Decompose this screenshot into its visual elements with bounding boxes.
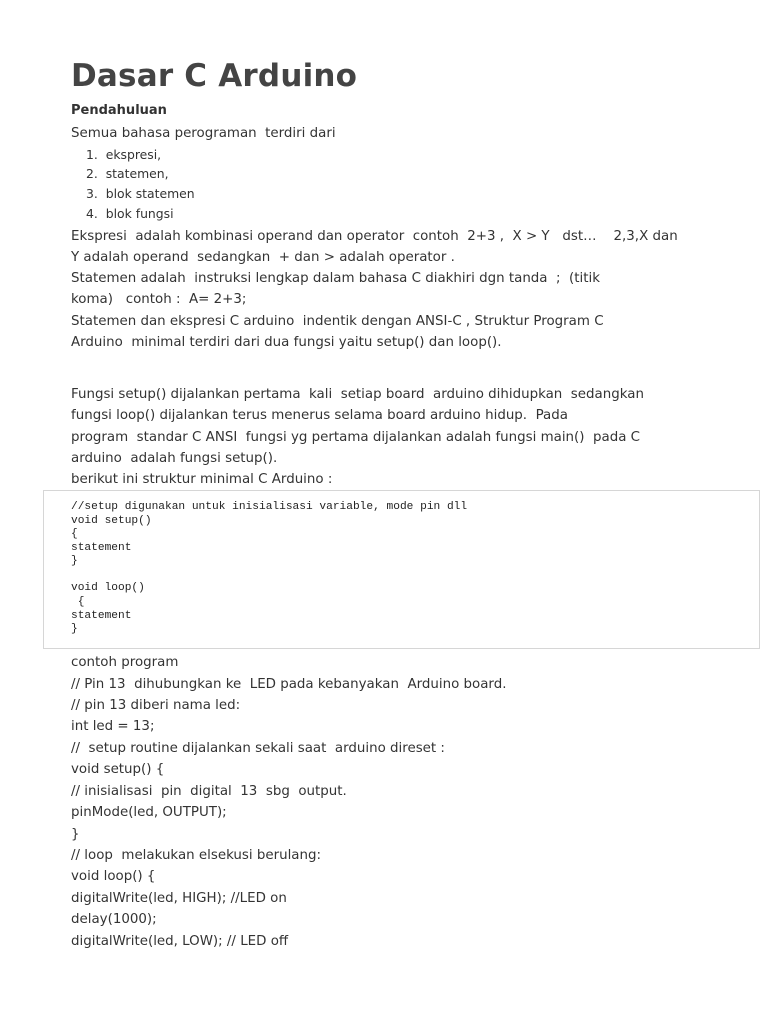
code-line: } xyxy=(71,623,78,635)
page-title: Dasar C Arduino xyxy=(71,58,358,94)
code-line: void loop() xyxy=(71,582,145,594)
program-line: // inisialisasi pin digital 13 sbg output. xyxy=(71,784,347,799)
section-heading: Pendahuluan xyxy=(71,103,167,118)
intro-text: Semua bahasa perograman terdiri dari xyxy=(71,126,336,141)
program-line: digitalWrite(led, HIGH); //LED on xyxy=(71,891,287,906)
program-line: delay(1000); xyxy=(71,912,157,927)
code-line: { xyxy=(71,528,78,540)
list-item: 4. blok fungsi xyxy=(86,206,174,221)
paragraph-line: berikut ini struktur minimal C Arduino : xyxy=(71,472,333,487)
code-line: } xyxy=(71,555,78,567)
program-line: pinMode(led, OUTPUT); xyxy=(71,805,227,820)
paragraph-line: Statemen dan ekspresi C arduino indentik dengan ANSI-C , Struktur Program C xyxy=(71,314,604,329)
code-line: statement xyxy=(71,610,132,622)
list-item: 3. blok statemen xyxy=(86,186,195,201)
program-line: int led = 13; xyxy=(71,719,155,734)
paragraph-line: Arduino minimal terdiri dari dua fungsi yaitu setup() dan loop(). xyxy=(71,335,502,350)
program-line: void setup() { xyxy=(71,762,165,777)
code-line: void setup() xyxy=(71,515,152,527)
paragraph-line: program standar C ANSI fungsi yg pertama dijalankan adalah fungsi main() pada C xyxy=(71,430,641,445)
list-item: 1. ekspresi, xyxy=(86,147,162,162)
paragraph-line: Fungsi setup() dijalankan pertama kali setiap board arduino dihidupkan sedangkan xyxy=(71,387,644,402)
code-line: { xyxy=(71,596,85,608)
paragraph-line: Statemen adalah instruksi lengkap dalam bahasa C diakhiri dgn tanda ; (titik xyxy=(71,271,600,286)
paragraph-line: koma) contoh : A= 2+3; xyxy=(71,292,247,307)
program-line: // Pin 13 dihubungkan ke LED pada kebanyakan Arduino board. xyxy=(71,677,507,692)
paragraph-line: Ekspresi adalah kombinasi operand dan operator contoh 2+3 , X > Y dst… 2,3,X dan xyxy=(71,229,678,244)
paragraph-line: fungsi loop() dijalankan terus menerus selama board arduino hidup. Pada xyxy=(71,408,568,423)
program-line: // setup routine dijalankan sekali saat arduino direset : xyxy=(71,741,445,756)
program-line: } xyxy=(71,827,80,842)
program-line: digitalWrite(led, LOW); // LED off xyxy=(71,934,289,949)
program-line: contoh program xyxy=(71,655,179,670)
paragraph-line: arduino adalah fungsi setup(). xyxy=(71,451,278,466)
program-line: void loop() { xyxy=(71,869,156,884)
code-line: //setup digunakan untuk inisialisasi variable, mode pin dll xyxy=(71,501,468,513)
list-item: 2. statemen, xyxy=(86,166,169,181)
program-line: // pin 13 diberi nama led: xyxy=(71,698,241,713)
paragraph-line: Y adalah operand sedangkan + dan > adalah operator . xyxy=(71,250,455,265)
program-line: // loop melakukan elsekusi berulang: xyxy=(71,848,322,863)
code-line: statement xyxy=(71,542,132,554)
